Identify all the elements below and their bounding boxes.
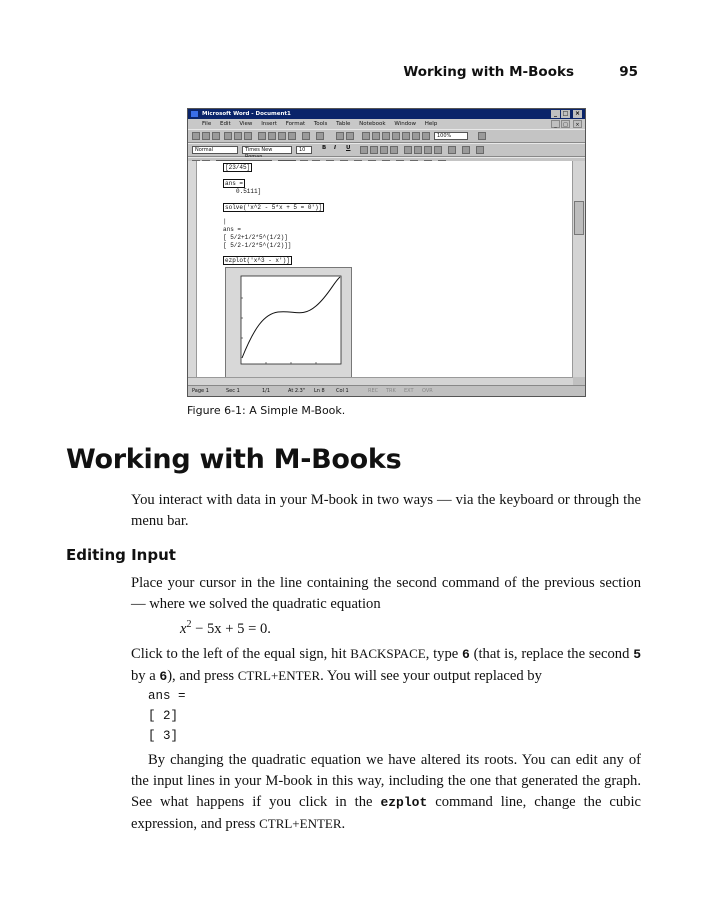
standard-toolbar [188, 129, 585, 143]
ezplot-figure[interactable] [225, 267, 352, 379]
new-icon[interactable] [192, 132, 200, 140]
code-5: 5 [633, 647, 641, 662]
doc-restore-button[interactable]: □ [561, 120, 570, 128]
status-page: Page 1 [192, 388, 209, 394]
subsection-title: Editing Input [66, 546, 176, 564]
status-rec: REC [368, 388, 379, 394]
status-ext: EXT [404, 388, 414, 394]
key-backspace: BACKSPACE [350, 646, 426, 661]
decrease-indent-icon[interactable] [424, 146, 432, 154]
figure-caption: Figure 6-1: A Simple M-Book. [187, 404, 346, 417]
mbook-line[interactable]: ezplot('x^3 - x')] [225, 257, 290, 264]
style-box[interactable]: Normal [192, 146, 238, 154]
font-size-box[interactable]: 10 [296, 146, 312, 154]
quadratic-equation: $x^2 - 5x + 5 = 0$. [180, 619, 271, 637]
code-output-line: ans = [148, 689, 186, 703]
mbook-line[interactable]: [23/45] [225, 164, 251, 171]
numbering-icon[interactable] [404, 146, 412, 154]
menu-table[interactable]: Table [336, 121, 351, 127]
menu-format[interactable]: Format [285, 121, 306, 127]
code-ezplot: ezplot [380, 795, 428, 810]
scrollbar-thumb[interactable] [574, 201, 584, 235]
show-hide-icon[interactable] [422, 132, 430, 140]
print-icon[interactable] [224, 132, 232, 140]
menu-bar [188, 119, 585, 129]
intro-paragraph: You interact with data in your M-book in two ways — via the keyboard or through the menu bar. [131, 492, 641, 529]
bold-button[interactable]: B [322, 145, 327, 151]
key-ctrl-enter: CTRL+ENTER [259, 816, 342, 831]
ezplot-graph [226, 268, 351, 378]
hyperlink-icon[interactable] [336, 132, 344, 140]
menu-tools[interactable]: Tools [313, 121, 328, 127]
code-output-line: [ 2] [148, 709, 179, 723]
status-pages: 1/1 [262, 388, 271, 394]
align-center-icon[interactable] [370, 146, 378, 154]
mbook-line[interactable]: 0.5111] [236, 188, 262, 195]
running-head [380, 64, 640, 82]
justify-icon[interactable] [390, 146, 398, 154]
formatting-toolbar [188, 143, 585, 157]
mbook-line[interactable]: ans = [225, 180, 244, 187]
save-icon[interactable] [212, 132, 220, 140]
vertical-scrollbar[interactable] [572, 161, 585, 377]
copy-icon[interactable] [268, 132, 276, 140]
code-6: 6 [159, 669, 168, 684]
open-icon[interactable] [202, 132, 210, 140]
insert-excel-icon[interactable] [382, 132, 390, 140]
help-icon[interactable] [478, 132, 486, 140]
mbook-line[interactable]: [ 5/2+1/2*5^(1/2)] [223, 234, 288, 241]
status-trk: TRK [386, 388, 396, 394]
window-title-bar [188, 109, 585, 119]
doc-minimize-button[interactable]: _ [551, 120, 560, 128]
redo-icon[interactable] [316, 132, 324, 140]
document-area[interactable] [188, 161, 573, 377]
format-painter-icon[interactable] [288, 132, 296, 140]
paragraph-editing-input: Place your cursor in the line containing the second command of the previous section — where we solved the quadratic equation [131, 575, 641, 612]
section-title: Working with M-Books [66, 444, 402, 475]
text-cursor: | [223, 218, 227, 225]
key-ctrl-enter: CTRL+ENTER [237, 668, 321, 683]
highlight-icon[interactable] [462, 146, 470, 154]
align-right-icon[interactable] [380, 146, 388, 154]
tables-borders-icon[interactable] [362, 132, 370, 140]
menu-insert[interactable]: Insert [261, 121, 277, 127]
status-ovr: OVR [422, 388, 433, 394]
code-output-line: [ 3] [148, 729, 179, 743]
cut-icon[interactable] [258, 132, 266, 140]
drawing-icon[interactable] [402, 132, 410, 140]
menu-file[interactable]: File [202, 121, 212, 127]
status-line: Ln 8 [314, 388, 325, 394]
minimize-button[interactable]: _ [551, 110, 560, 118]
window-title: Microsoft Word - Document1 [202, 111, 291, 117]
spelling-icon[interactable] [244, 132, 252, 140]
underline-button[interactable]: U [346, 145, 351, 151]
paste-icon[interactable] [278, 132, 286, 140]
font-color-icon[interactable] [476, 146, 484, 154]
zoom-box[interactable]: 100% [434, 132, 468, 140]
insert-table-icon[interactable] [372, 132, 380, 140]
vertical-ruler [188, 161, 197, 377]
mbook-line[interactable]: solve('x^2 - 5*x + 5 = 0')] [225, 204, 323, 211]
status-column: Col 1 [336, 388, 349, 394]
document-map-icon[interactable] [412, 132, 420, 140]
menu-window[interactable]: Window [394, 121, 417, 127]
columns-icon[interactable] [392, 132, 400, 140]
maximize-button[interactable]: □ [562, 110, 569, 117]
status-bar [188, 385, 585, 397]
menu-view[interactable]: View [239, 121, 253, 127]
menu-edit[interactable]: Edit [219, 121, 231, 127]
paragraph-altered-roots: By changing the quadratic equation we have altered its roots. You can edit any of the input lines in your M-book in this way, including the one that generated the graph. See what happens if you click in the ezplot command line, change the cubic expression, and press CTRL+ENTER. [131, 752, 642, 832]
status-section: Sec 1 [226, 388, 240, 394]
web-toolbar-icon[interactable] [346, 132, 354, 140]
word-app-icon [191, 111, 198, 117]
align-left-icon[interactable] [360, 146, 368, 154]
running-head-title: Working with M-Books [403, 64, 574, 80]
border-icon[interactable] [448, 146, 456, 154]
font-box[interactable]: Times New [242, 146, 292, 154]
undo-icon[interactable] [302, 132, 310, 140]
doc-close-button[interactable]: × [573, 120, 582, 128]
menu-help[interactable]: Help [424, 121, 438, 127]
page-number: 95 [619, 64, 638, 80]
mbook-line[interactable]: ans = [223, 226, 242, 233]
mbook-line[interactable]: [ 5/2-1/2*5^(1/2)]] [223, 242, 292, 249]
print-preview-icon[interactable] [234, 132, 242, 140]
status-at: At 2.3" [288, 388, 306, 394]
code-6: 6 [462, 647, 470, 662]
mbook-screenshot [187, 108, 586, 397]
italic-button[interactable]: I [334, 145, 337, 151]
close-button[interactable]: × [574, 110, 581, 117]
increase-indent-icon[interactable] [434, 146, 442, 154]
bullets-icon[interactable] [414, 146, 422, 154]
menu-notebook[interactable]: Notebook [359, 121, 386, 127]
paragraph-backspace-instructions: Click to the left of the equal sign, hit BACKSPACE, type 6 (that is, replace the second 5 by a 6), and press CTRL+ENTER. You will see your output replaced by [131, 646, 641, 684]
